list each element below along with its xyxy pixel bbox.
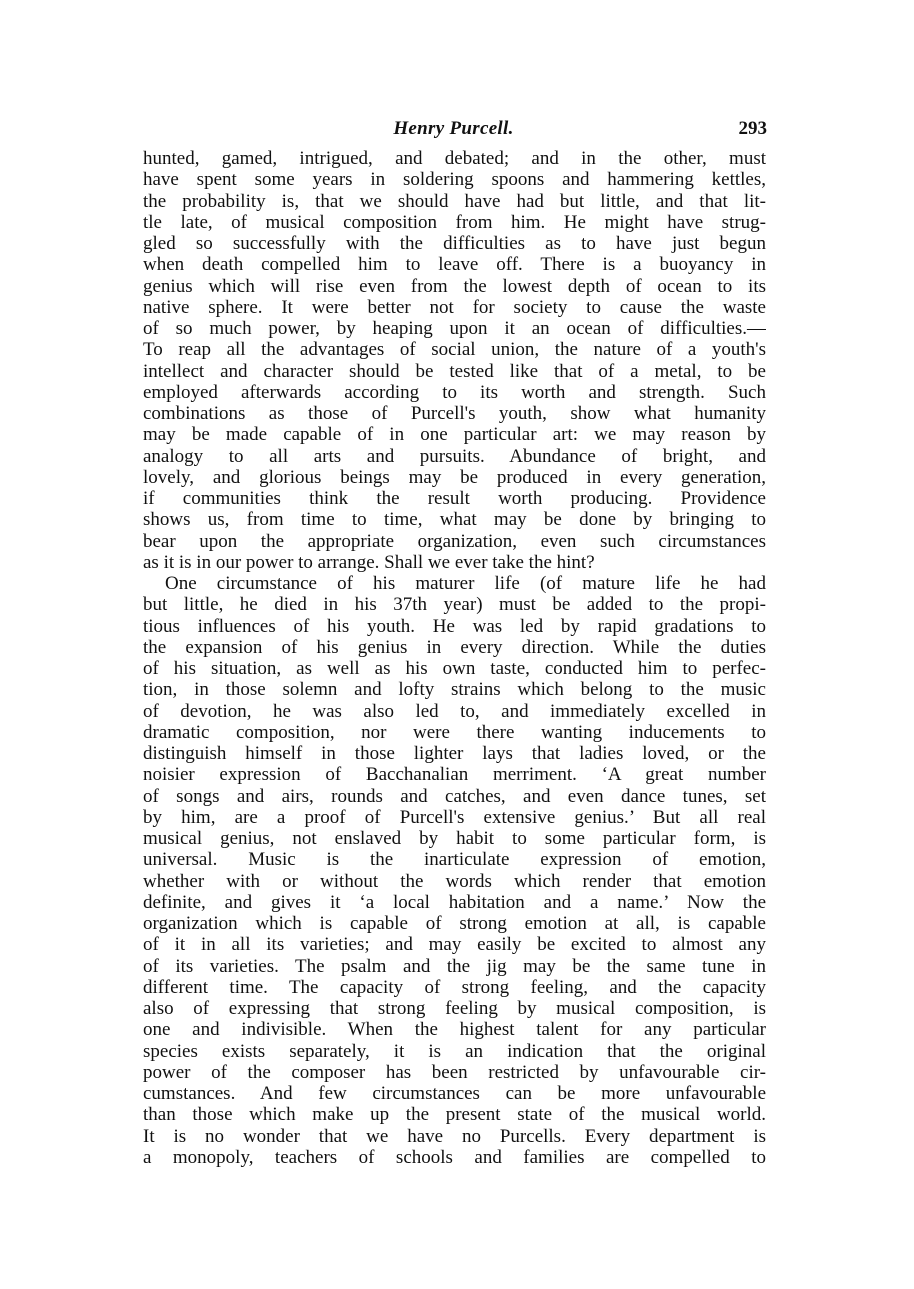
text-line: analogy to all arts and pursuits. Abundance of bright, and [143, 445, 766, 467]
text-line: but little, he died in his 37th year) must be added to the propi- [143, 594, 766, 616]
text-line: musical genius, not enslaved by habit to some particular form, is [143, 828, 766, 849]
running-title: Henry Purcell. [393, 118, 514, 139]
text-line: distinguish himself in those lighter lays that ladies loved, or the [143, 743, 766, 764]
body-text [143, 148, 766, 1168]
text-line: may be made capable of in one particular art: we may reason by [143, 424, 766, 446]
text-line: the expansion of his genius in every direction. While the duties [143, 636, 766, 658]
text-line: bear upon the appropriate organization, even such circumstances [143, 530, 766, 552]
text-line: than those which make up the present state of the musical world. [143, 1104, 766, 1126]
text-line: also of expressing that strong feeling by musical composition, is [143, 998, 766, 1019]
text-line: tious influences of his youth. He was led by rapid gradations to [143, 615, 766, 637]
text-line: a monopoly, teachers of schools and families are compelled to [143, 1146, 766, 1168]
text-line: It is no wonder that we have no Purcells. Every department is [143, 1125, 766, 1147]
text-line: of it in all its varieties; and may easily be excited to almost any [143, 934, 766, 956]
text-line: tion, in those solemn and lofty strains which belong to the music [143, 679, 766, 701]
text-line: of songs and airs, rounds and catches, and even dance tunes, set [143, 785, 766, 807]
text-line: combinations as those of Purcell's youth, show what humanity [143, 403, 766, 424]
text-line: by him, are a proof of Purcell's extensive genius.’ But all real [143, 806, 766, 828]
text-line: definite, and gives it ‘a local habitation and a name.’ Now the [143, 891, 766, 913]
text-line: dramatic composition, nor were there wanting inducements to [143, 721, 766, 743]
text-line: one and indivisible. When the highest talent for any particular [143, 1019, 766, 1041]
text-line: have spent some years in soldering spoons and hammering kettles, [143, 169, 766, 191]
text-line: whether with or without the words which render that emotion [143, 870, 766, 892]
running-head [140, 118, 767, 146]
text-line: of his situation, as well as his own taste, conducted him to perfec- [143, 658, 766, 679]
paragraph-end-line: as it is in our power to arrange. Shall we ever take the hint? [143, 551, 595, 573]
text-line: different time. The capacity of strong feeling, and the capacity [143, 976, 766, 998]
text-line: universal. Music is the inarticulate expression of emotion, [143, 849, 766, 871]
text-line: cumstances. And few circumstances can be more unfavourable [143, 1083, 766, 1104]
text-line: of so much power, by heaping upon it an ocean of difficulties.— [143, 318, 766, 339]
text-line: shows us, from time to time, what may be done by bringing to [143, 509, 766, 531]
page-number: 293 [738, 118, 767, 139]
text-line: organization which is capable of strong emotion at all, is capable [143, 913, 766, 934]
text-line: gled so successfully with the difficulties as to have just begun [143, 233, 766, 254]
text-line: of devotion, he was also led to, and immediately excelled in [143, 700, 766, 722]
text-line: power of the composer has been restricted by unfavourable cir- [143, 1061, 766, 1083]
paragraph-start-line: One circumstance of his maturer life (of mature life he had [165, 573, 766, 594]
text-line: genius which will rise even from the lowest depth of ocean to its [143, 275, 766, 297]
text-line: native sphere. It were better not for society to cause the waste [143, 296, 766, 318]
text-line: tle late, of musical composition from him. He might have strug- [143, 211, 766, 233]
text-line: To reap all the advantages of social union, the nature of a youth's [143, 339, 766, 361]
text-line: species exists separately, it is an indication that the original [143, 1040, 766, 1062]
text-line: intellect and character should be tested like that of a metal, to be [143, 360, 766, 382]
text-line: hunted, gamed, intrigued, and debated; and in the other, must [143, 148, 766, 169]
text-line: employed afterwards according to its worth and strength. Such [143, 381, 766, 403]
text-line: the probability is, that we should have had but little, and that lit- [143, 190, 766, 212]
text-line: noisier expression of Bacchanalian merriment. ‘A great number [143, 764, 766, 786]
text-line: when death compelled him to leave off. There is a buoyancy in [143, 254, 766, 276]
text-line: if communities think the result worth producing. Providence [143, 488, 766, 509]
text-line: of its varieties. The psalm and the jig may be the same tune in [143, 955, 766, 977]
text-line: lovely, and glorious beings may be produced in every generation, [143, 466, 766, 488]
